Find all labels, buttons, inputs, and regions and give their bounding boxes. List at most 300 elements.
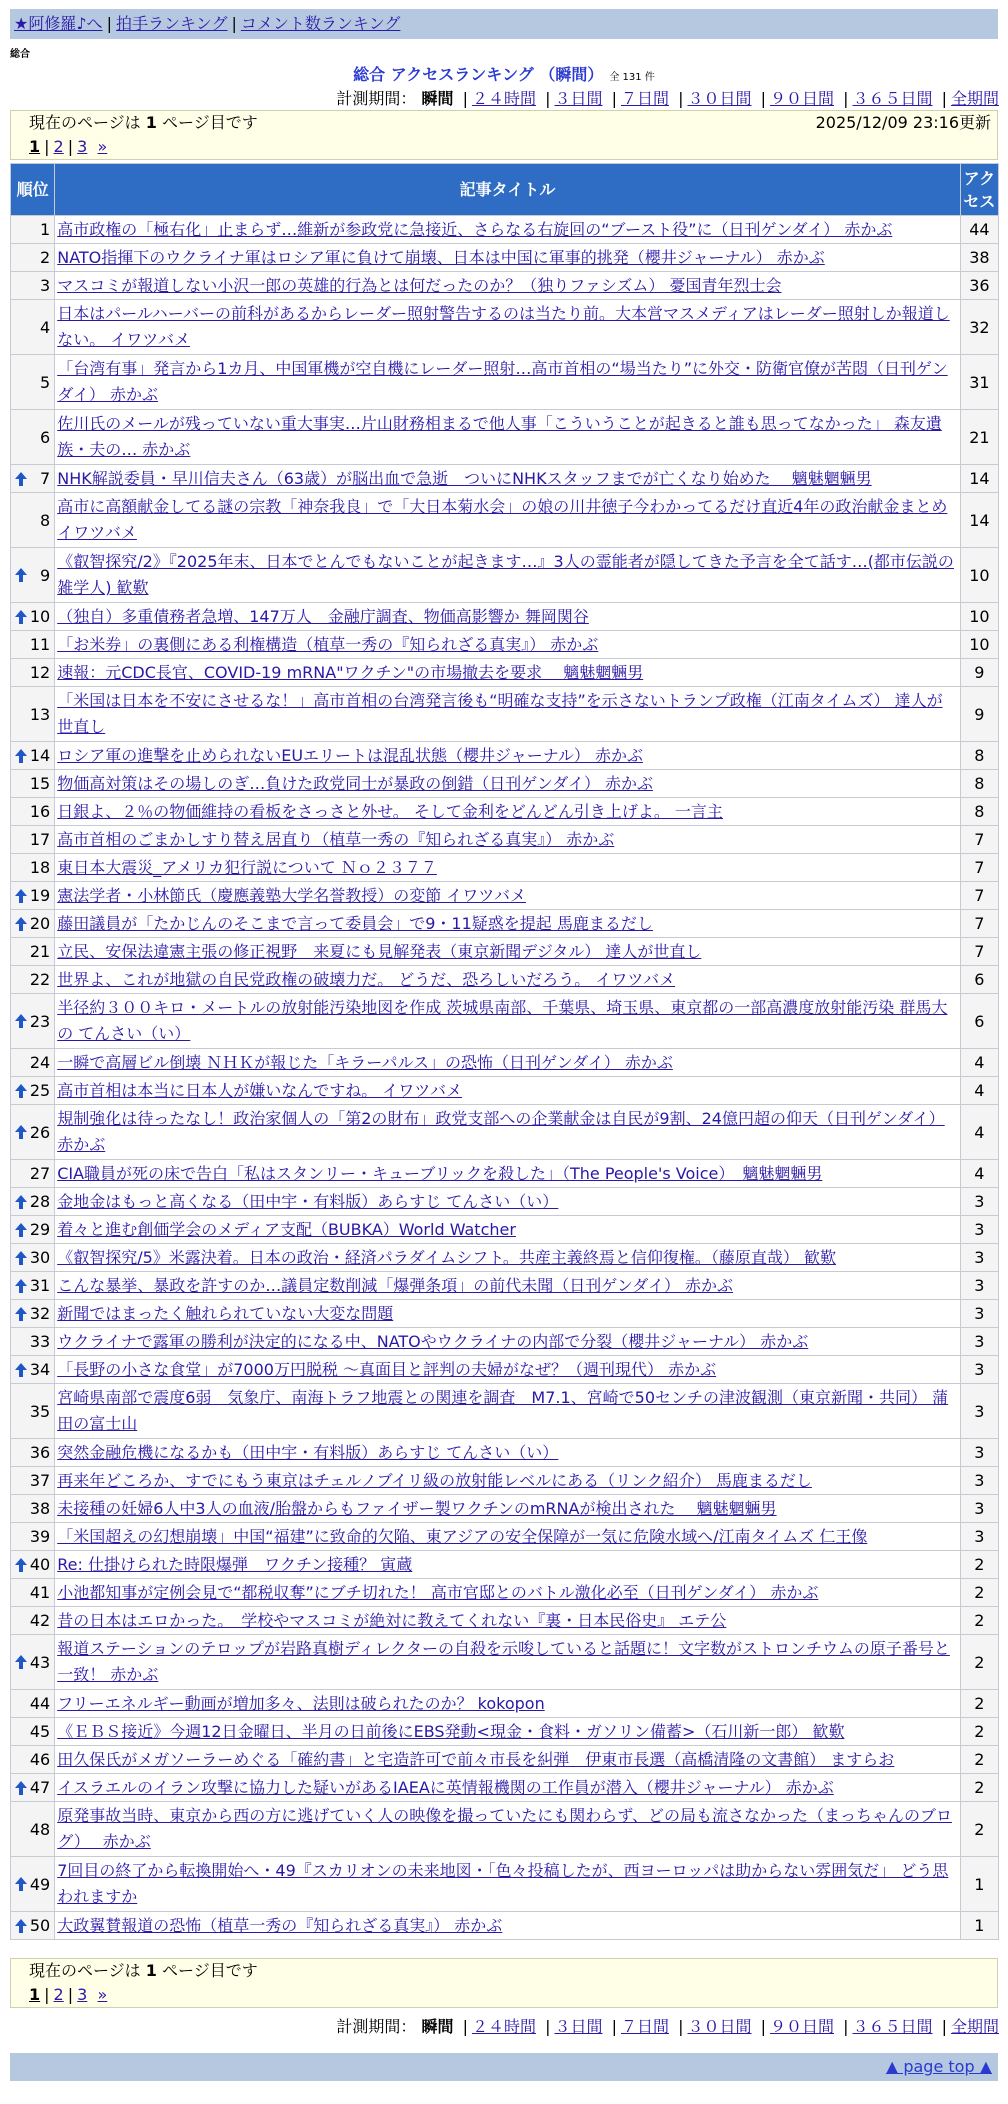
access-count: 8 bbox=[961, 770, 998, 797]
period-link-all[interactable]: 全期間 bbox=[950, 89, 999, 108]
period-link-30d[interactable]: ３０日間 bbox=[687, 2017, 752, 2036]
top-nav-bar: ★阿修羅♪へ | 拍手ランキング | コメント数ランキング bbox=[10, 9, 998, 39]
rank-number: 8 bbox=[40, 510, 51, 530]
title-cell bbox=[55, 770, 960, 797]
table-row bbox=[11, 659, 998, 686]
rank-number: 35 bbox=[29, 1401, 51, 1421]
article-title-link[interactable]: フリーエネルギー動画が増加多々、法則は破られたのか？ kokopon bbox=[57, 1693, 545, 1713]
rank-cell bbox=[11, 687, 54, 741]
rank-up-arrow-icon bbox=[15, 749, 27, 763]
rank-up-arrow-icon bbox=[15, 1251, 27, 1265]
rank-number: 50 bbox=[29, 1916, 51, 1935]
nav-link-applause-ranking[interactable]: 拍手ランキング bbox=[115, 14, 228, 33]
article-title-link[interactable]: 世界よ、これが地獄の自民党政権の破壊力だ。 どうだ、恐ろしいだろう。 イワツバメ bbox=[57, 969, 676, 989]
article-title-link[interactable]: 規制強化は待ったなし！政治家個人の「第2の財布」政党支部への企業献金は自民が9割、24億円超の仰天（日刊ゲンダイ） 赤かぶ bbox=[57, 1109, 945, 1154]
rank-up-arrow-icon bbox=[15, 889, 27, 903]
rank-cell bbox=[11, 1467, 54, 1494]
rank-number: 28 bbox=[29, 1192, 51, 1211]
title-cell bbox=[55, 687, 960, 741]
access-count: 9 bbox=[961, 687, 998, 741]
table-row bbox=[11, 938, 998, 965]
article-title-link[interactable]: 原発事故当時、東京から西の方に逃げていく人の映像を撮っていたにも関わらず、どの局も流さなかった（まっちゃんのブログ） 赤かぶ bbox=[57, 1806, 952, 1851]
rank-cell bbox=[11, 1912, 54, 1939]
article-title-link[interactable]: こんな暴挙、暴政を許すのか…議員定数削減「爆弾条項」の前代未聞（日刊ゲンダイ） 赤かぶ bbox=[57, 1275, 734, 1295]
page-status-current: 1 bbox=[145, 1961, 157, 1980]
rank-cell bbox=[11, 938, 54, 965]
access-count: 2 bbox=[961, 1607, 998, 1634]
rank-cell bbox=[11, 300, 54, 354]
access-count: 2 bbox=[961, 1774, 998, 1801]
article-title-link[interactable]: 憲法学者・小林節氏（慶應義塾大学名誉教授）の変節 イワツバメ bbox=[57, 885, 526, 905]
period-link-90d[interactable]: ９０日間 bbox=[769, 89, 834, 108]
article-title-link[interactable]: 高市に高額献金してる謎の宗教「神奈我良」で「大日本菊水会」の娘の川井徳子今わかってるだけ直近4年の政治献金まとめ イワツバメ bbox=[57, 497, 948, 542]
paging-box-top: 現在のページは 1 ページ目です 2025/12/09 23:16更新 1 | 2 | 3 » bbox=[10, 110, 998, 160]
access-count: 3 bbox=[961, 1272, 998, 1299]
rank-cell bbox=[11, 1300, 54, 1327]
access-count: 36 bbox=[961, 272, 998, 299]
table-row bbox=[11, 882, 998, 909]
article-title-link[interactable]: 日銀よ、２％の物価維持の看板をさっさと外せ。 そして金利をどんどん引き上げよ。 一言主 bbox=[57, 801, 723, 821]
period-link-all[interactable]: 全期間 bbox=[950, 2017, 999, 2036]
article-title-link[interactable]: 報道ステーションのテロップが岩路真樹ディレクターの自殺を示唆していると話題に！文字数がストロンチウムの原子番号と一致！ 赤かぶ bbox=[57, 1639, 950, 1684]
rank-number: 47 bbox=[29, 1778, 51, 1797]
rank-cell bbox=[11, 1049, 54, 1076]
rank-cell bbox=[11, 770, 54, 797]
article-title-link[interactable]: 東日本大震災_アメリカ犯行説について Ｎｏ２３７７ bbox=[57, 857, 437, 877]
table-row bbox=[11, 548, 998, 602]
article-title-link[interactable]: 昔の日本はエロかった。 学校やマスコミが絶対に教えてくれない『裏・日本民俗史』 エテ公 bbox=[57, 1610, 727, 1630]
table-row bbox=[11, 910, 998, 937]
access-count: 7 bbox=[961, 854, 998, 881]
rank-number: 42 bbox=[29, 1611, 51, 1630]
access-count: 2 bbox=[961, 1802, 998, 1856]
access-count: 6 bbox=[961, 994, 998, 1048]
rank-number: 1 bbox=[40, 220, 51, 239]
article-title-link[interactable]: 宮崎県南部で震度6弱 気象庁、南海トラフ地震との関連を調査 M7.1、宮崎で50センチの津波観測（東京新聞・共同） 蒲田の富士山 bbox=[57, 1388, 949, 1433]
period-current: 瞬間 bbox=[421, 89, 454, 108]
rank-number: 14 bbox=[29, 746, 51, 765]
article-title-link[interactable]: 「長野の小さな食堂」が7000万円脱税 ～真面目と評判の夫婦がなぜ？（週刊現代） 赤かぶ bbox=[57, 1359, 717, 1379]
page-next-link[interactable]: » bbox=[97, 137, 108, 156]
access-count: 7 bbox=[961, 938, 998, 965]
title-cell bbox=[55, 410, 960, 464]
period-link-3d[interactable]: ３日間 bbox=[554, 89, 603, 108]
access-count: 2 bbox=[961, 1718, 998, 1745]
table-row bbox=[11, 994, 998, 1048]
rank-up-arrow-icon bbox=[15, 1558, 27, 1572]
rank-cell bbox=[11, 548, 54, 602]
rank-number: 15 bbox=[29, 774, 51, 793]
table-row bbox=[11, 1635, 998, 1689]
table-row bbox=[11, 1579, 998, 1606]
access-count: 4 bbox=[961, 1160, 998, 1187]
rank-number: 32 bbox=[29, 1304, 51, 1323]
article-title-link[interactable]: 7回目の終了から転換開始へ・49『スカリオンの未来地図・「色々投稿したが、西ヨーロッパは助からない雰囲気だ」 どう思われますか bbox=[57, 1861, 949, 1906]
rank-number: 36 bbox=[29, 1443, 51, 1462]
access-count: 4 bbox=[961, 1077, 998, 1104]
title-cell bbox=[55, 1077, 960, 1104]
title-cell bbox=[55, 882, 960, 909]
table-row bbox=[11, 1802, 998, 1856]
table-row bbox=[11, 966, 998, 993]
title-cell bbox=[55, 1746, 960, 1773]
rank-up-arrow-icon bbox=[15, 917, 27, 931]
access-count: 3 bbox=[961, 1216, 998, 1243]
rank-cell bbox=[11, 1718, 54, 1745]
rank-cell bbox=[11, 994, 54, 1048]
rank-number: 27 bbox=[29, 1164, 51, 1183]
title-cell bbox=[55, 1049, 960, 1076]
table-row bbox=[11, 1523, 998, 1550]
access-count: 3 bbox=[961, 1384, 998, 1438]
rank-cell bbox=[11, 1188, 54, 1215]
period-link-30d[interactable]: ３０日間 bbox=[687, 89, 752, 108]
period-link-24h[interactable]: ２４時間 bbox=[471, 2017, 536, 2036]
period-link-7d[interactable]: ７日間 bbox=[620, 89, 669, 108]
rank-number: 19 bbox=[29, 886, 51, 905]
access-count: 2 bbox=[961, 1746, 998, 1773]
rank-number: 48 bbox=[29, 1819, 51, 1839]
rank-cell bbox=[11, 493, 54, 547]
rank-number: 7 bbox=[40, 469, 51, 488]
rank-cell bbox=[11, 355, 54, 409]
rank-cell bbox=[11, 1384, 54, 1438]
access-count: 14 bbox=[961, 493, 998, 547]
title-cell bbox=[55, 1607, 960, 1634]
article-title-link[interactable]: 田久保氏がメガソーラーめぐる「確約書」と宅造許可で前々市長を糾弾 伊東市長選（高橋清隆の文書館） ますらお bbox=[57, 1749, 895, 1769]
table-row bbox=[11, 355, 998, 409]
table-row bbox=[11, 1746, 998, 1773]
period-link-365d[interactable]: ３６５日間 bbox=[852, 89, 933, 108]
rank-up-arrow-icon bbox=[15, 1195, 27, 1209]
page-heading bbox=[0, 62, 1008, 85]
rank-up-arrow-icon bbox=[15, 1877, 27, 1891]
rank-number: 31 bbox=[29, 1276, 51, 1295]
article-title-link[interactable]: 一瞬で高層ビル倒壊 ＮＨＫが報じた「キラーパルス」の恐怖（日刊ゲンダイ） 赤かぶ bbox=[57, 1052, 673, 1072]
table-row bbox=[11, 1328, 998, 1355]
table-row bbox=[11, 300, 998, 354]
title-cell bbox=[55, 659, 960, 686]
rank-cell bbox=[11, 1244, 54, 1271]
title-cell bbox=[55, 742, 960, 769]
rank-number: 34 bbox=[29, 1360, 51, 1379]
rank-number: 45 bbox=[29, 1722, 51, 1741]
total-count: 全 131 件 bbox=[609, 72, 655, 83]
period-selector-bottom: 計測期間： 瞬間 | ２４時間 | ３日間 | ７日間 | ３０日間 | ９０日間 | ３６５日間 | 全期間 bbox=[336, 2017, 999, 2036]
access-count: 3 bbox=[961, 1188, 998, 1215]
article-title-link[interactable]: NHK解説委員・早川信夫さん（63歳）が脳出血で急逝 ついにNHKスタッフまでが亡くなり始めた 魑魅魍魎男 bbox=[57, 468, 872, 488]
access-count: 10 bbox=[961, 603, 998, 630]
page-link-3[interactable]: 3 bbox=[77, 137, 88, 156]
article-title-link[interactable]: （独自）多重債務者急増、147万人 金融庁調査、物価高影響か 舞岡関谷 bbox=[57, 606, 589, 626]
table-row bbox=[11, 1551, 998, 1578]
access-count: 8 bbox=[961, 742, 998, 769]
article-title-link[interactable]: ロシア軍の進撃を止められないEUエリートは混乱状態（櫻井ジャーナル） 赤かぶ bbox=[57, 745, 644, 765]
rank-number: 9 bbox=[40, 565, 51, 585]
rank-cell bbox=[11, 1579, 54, 1606]
access-count: 7 bbox=[961, 910, 998, 937]
title-cell bbox=[55, 1105, 960, 1159]
title-cell bbox=[55, 1467, 960, 1494]
rank-number: 16 bbox=[29, 802, 51, 821]
access-count: 6 bbox=[961, 966, 998, 993]
period-link-90d[interactable]: ９０日間 bbox=[769, 2017, 834, 2036]
rank-cell bbox=[11, 826, 54, 853]
rank-cell bbox=[11, 410, 54, 464]
access-count: 4 bbox=[961, 1105, 998, 1159]
rank-up-arrow-icon bbox=[15, 1125, 27, 1139]
article-title-link[interactable]: 日本はパールハーバーの前科があるからレーダー照射警告するのは当たり前。大本営マスメディアはレーダー照射しか報道しない。 イワツバメ bbox=[57, 304, 950, 349]
table-row bbox=[11, 1049, 998, 1076]
header-access: アクセス bbox=[961, 164, 998, 215]
rank-number: 23 bbox=[29, 1011, 51, 1031]
title-cell bbox=[55, 798, 960, 825]
article-title-link[interactable]: 高市首相は本当に日本人が嫌いなんですね。 イワツバメ bbox=[57, 1080, 462, 1100]
rank-number: 2 bbox=[40, 248, 51, 267]
rank-up-arrow-icon bbox=[15, 1307, 27, 1321]
access-count: 7 bbox=[961, 882, 998, 909]
title-cell bbox=[55, 1495, 960, 1522]
rank-number: 49 bbox=[29, 1874, 51, 1894]
rank-number: 4 bbox=[40, 317, 51, 337]
table-row bbox=[11, 687, 998, 741]
article-title-link[interactable]: ウクライナで露軍の勝利が決定的になる中、NATOやウクライナの内部で分裂（櫻井ジャーナル） 赤かぶ bbox=[57, 1331, 809, 1351]
title-cell bbox=[55, 938, 960, 965]
rank-number: 43 bbox=[29, 1652, 51, 1672]
article-title-link[interactable]: 物価高対策はその場しのぎ…負けた政党同士が暴政の倒錯（日刊ゲンダイ） 赤かぶ bbox=[57, 773, 654, 793]
article-title-link[interactable]: 高市首相のごまかしすり替え居直り（植草一秀の『知られざる真実』） 赤かぶ bbox=[57, 829, 615, 849]
article-title-link[interactable]: 大政翼賛報道の恐怖（植草一秀の『知られざる真実』） 赤かぶ bbox=[57, 1915, 503, 1935]
access-count: 10 bbox=[961, 548, 998, 602]
table-row bbox=[11, 854, 998, 881]
table-row bbox=[11, 603, 998, 630]
title-cell bbox=[55, 966, 960, 993]
rank-number: 22 bbox=[29, 970, 51, 989]
title-cell bbox=[55, 300, 960, 354]
article-title-link[interactable]: 速報：元CDC長官、COVID-19 mRNA"ワクチン"の市場撤去を要求 魑魅魍魎男 bbox=[57, 662, 644, 682]
table-row bbox=[11, 1690, 998, 1717]
rank-number: 5 bbox=[40, 372, 51, 392]
title-cell bbox=[55, 465, 960, 492]
access-count: 3 bbox=[961, 1328, 998, 1355]
title-cell bbox=[55, 272, 960, 299]
article-title-link[interactable]: 着々と進む創価学会のメディア支配（BUBKA）World Watcher bbox=[57, 1219, 516, 1239]
table-row bbox=[11, 631, 998, 658]
rank-cell bbox=[11, 216, 54, 243]
article-title-link[interactable]: NATO指揮下のウクライナ軍はロシア軍に負けて崩壊、日本は中国に軍事的挑発（櫻井ジャーナル） 赤かぶ bbox=[57, 247, 825, 267]
title-cell bbox=[55, 1216, 960, 1243]
article-title-link[interactable]: 「お米券」の裏側にある利権構造（植草一秀の『知られざる真実』） 赤かぶ bbox=[57, 634, 599, 654]
title-cell bbox=[55, 1244, 960, 1271]
table-row bbox=[11, 1857, 998, 1911]
rank-up-arrow-icon bbox=[15, 1919, 27, 1933]
table-row bbox=[11, 1495, 998, 1522]
rank-number: 25 bbox=[29, 1081, 51, 1100]
rank-cell bbox=[11, 1607, 54, 1634]
title-cell bbox=[55, 1272, 960, 1299]
access-count: 8 bbox=[961, 798, 998, 825]
rank-cell bbox=[11, 1774, 54, 1801]
ranking-table-body bbox=[11, 216, 998, 1939]
nav-link-asyura[interactable]: ★阿修羅♪へ bbox=[14, 14, 103, 33]
rank-cell bbox=[11, 1857, 54, 1911]
table-row bbox=[11, 742, 998, 769]
page-link-2[interactable]: 2 bbox=[53, 137, 64, 156]
article-title-link[interactable]: 金地金はもっと高くなる（田中宇・有料版）あらすじ てんさい（い） bbox=[57, 1191, 559, 1211]
rank-number: 38 bbox=[29, 1499, 51, 1518]
rank-cell bbox=[11, 1105, 54, 1159]
access-count: 31 bbox=[961, 355, 998, 409]
page-status-suffix: ページ目です bbox=[156, 113, 258, 132]
access-count: 1 bbox=[961, 1857, 998, 1911]
title-cell bbox=[55, 1439, 960, 1466]
access-count: 7 bbox=[961, 826, 998, 853]
access-count: 38 bbox=[961, 244, 998, 271]
article-title-link[interactable]: 佐川氏のメールが残っていない重大事実…片山財務相まるで他人事「こういうことが起きると誰も思ってなかった」 森友遺族・夫の… 赤かぶ bbox=[57, 414, 942, 459]
rank-cell bbox=[11, 798, 54, 825]
table-row bbox=[11, 1774, 998, 1801]
article-title-link[interactable]: 突然金融危機になるかも（田中宇・有料版）あらすじ てんさい（い） bbox=[57, 1442, 559, 1462]
table-row bbox=[11, 244, 998, 271]
page-next-link[interactable]: » bbox=[97, 1985, 108, 2004]
page-status-prefix: 現在のページは bbox=[29, 1961, 146, 1980]
page-top-link[interactable]: ▲ page top ▲ bbox=[885, 2057, 992, 2076]
table-row bbox=[11, 1467, 998, 1494]
period-label: 計測期間： bbox=[336, 89, 417, 108]
table-row bbox=[11, 1160, 998, 1187]
access-count: 3 bbox=[961, 1439, 998, 1466]
rank-number: 11 bbox=[29, 635, 51, 654]
nav-link-comment-ranking[interactable]: コメント数ランキング bbox=[240, 14, 401, 33]
page-status-suffix: ページ目です bbox=[156, 1961, 258, 1980]
article-title-link[interactable]: 半径約３００キロ・メートルの放射能汚染地図を作成 茨城県南部、千葉県、埼玉県、東京都の一部高濃度放射能汚染 群馬大の てんさい（い） bbox=[57, 998, 948, 1043]
rank-number: 12 bbox=[29, 663, 51, 682]
period-link-7d[interactable]: ７日間 bbox=[620, 2017, 669, 2036]
rank-number: 17 bbox=[29, 830, 51, 849]
rank-cell bbox=[11, 966, 54, 993]
access-count: 14 bbox=[961, 465, 998, 492]
bottom-bar bbox=[10, 2053, 998, 2081]
title-cell bbox=[55, 603, 960, 630]
article-title-link[interactable]: 高市政権の「極右化」止まらず…維新が参政党に急接近、さらなる右旋回の“ブースト役”に（日刊ゲンダイ） 赤かぶ bbox=[57, 219, 893, 239]
table-row bbox=[11, 272, 998, 299]
rank-number: 37 bbox=[29, 1471, 51, 1490]
rank-cell bbox=[11, 1551, 54, 1578]
rank-number: 29 bbox=[29, 1220, 51, 1239]
rank-number: 3 bbox=[40, 276, 51, 295]
rank-cell bbox=[11, 1272, 54, 1299]
access-count: 2 bbox=[961, 1551, 998, 1578]
rank-up-arrow-icon bbox=[15, 1084, 27, 1098]
article-title-link[interactable]: マスコミが報道しない小沢一郎の英雄的行為とは何だったのか？（独りファシズム） 憂国青年烈士会 bbox=[57, 275, 782, 295]
rank-cell bbox=[11, 854, 54, 881]
article-title-link[interactable]: 「台湾有事」発言から1カ月、中国軍機が空自機にレーダー照射…高市首相の“場当たり”に外交・防衛官僚が苦悶（日刊ゲンダイ） 赤かぶ bbox=[57, 359, 948, 404]
table-row bbox=[11, 1105, 998, 1159]
access-count: 3 bbox=[961, 1244, 998, 1271]
table-row bbox=[11, 1912, 998, 1939]
table-row bbox=[11, 1300, 998, 1327]
article-title-link[interactable]: 「米国は日本を不安にさせるな！」高市首相の台湾発言後も“明確な支持”を示さないトランプ政権（江南タイムズ） 達人が世直し bbox=[57, 691, 943, 736]
rank-cell bbox=[11, 1077, 54, 1104]
title-cell bbox=[55, 1160, 960, 1187]
rank-cell bbox=[11, 1328, 54, 1355]
article-title-link[interactable]: 《叡智探究/5》米露決着。日本の政治・経済パラダイムシフト。共産主義終焉と信仰復権。（藤原直哉） 歓歎 bbox=[57, 1247, 836, 1267]
page-status-current: 1 bbox=[145, 113, 157, 132]
title-cell bbox=[55, 1356, 960, 1383]
period-link-3d[interactable]: ３日間 bbox=[554, 2017, 603, 2036]
title-cell bbox=[55, 1188, 960, 1215]
rank-cell bbox=[11, 272, 54, 299]
rank-cell bbox=[11, 1690, 54, 1717]
page-link-2[interactable]: 2 bbox=[53, 1985, 64, 2004]
article-title-link[interactable]: 未接種の妊婦6人中3人の血液/胎盤からもファイザー製ワクチンのmRNAが検出された 魑魅魍魎男 bbox=[57, 1498, 777, 1518]
updated-timestamp: 2025/12/09 23:16更新 bbox=[815, 113, 991, 132]
rank-up-arrow-icon bbox=[15, 472, 27, 486]
article-title-link[interactable]: CIA職員が死の床で告白「私はスタンリー・キューブリックを殺した」（The People's Voice） 魑魅魍魎男 bbox=[57, 1163, 823, 1183]
access-count: 4 bbox=[961, 1049, 998, 1076]
page-title: 総合 アクセスランキング （瞬間） bbox=[353, 65, 604, 84]
table-row bbox=[11, 1244, 998, 1271]
rank-cell bbox=[11, 659, 54, 686]
rank-number: 33 bbox=[29, 1332, 51, 1351]
rank-up-arrow-icon bbox=[15, 568, 27, 582]
article-title-link[interactable]: 《ＥＢＳ接近》今週12日金曜日、半月の日前後にEBS発動<現金・食料・ガソリン備蓄>（石川新一郎） 歓歎 bbox=[57, 1721, 845, 1741]
rank-number: 40 bbox=[29, 1555, 51, 1574]
title-cell bbox=[55, 1718, 960, 1745]
table-row bbox=[11, 1356, 998, 1383]
article-title-link[interactable]: 小池都知事が定例会見で“都税収奪”にブチ切れた！ 高市官邸とのバトル激化必至（日刊ゲンダイ） 赤かぶ bbox=[57, 1582, 819, 1602]
table-row bbox=[11, 1216, 998, 1243]
rank-number: 6 bbox=[40, 427, 51, 447]
title-cell bbox=[55, 1774, 960, 1801]
article-title-link[interactable]: 立民、安保法違憲主張の修正視野 来夏にも見解発表（東京新聞デジタル） 達人が世直し bbox=[57, 941, 702, 961]
rank-cell bbox=[11, 1802, 54, 1856]
title-cell bbox=[55, 1802, 960, 1856]
period-label: 計測期間： bbox=[336, 2017, 417, 2036]
access-count: 3 bbox=[961, 1467, 998, 1494]
period-link-24h[interactable]: ２４時間 bbox=[471, 89, 536, 108]
rank-cell bbox=[11, 910, 54, 937]
article-title-link[interactable]: 「米国超えの幻想崩壊」中国“福建”に致命的欠陥、東アジアの安全保障が一気に危険水域へ/江南タイムズ 仁王像 bbox=[57, 1526, 868, 1546]
title-cell bbox=[55, 493, 960, 547]
rank-up-arrow-icon bbox=[15, 1223, 27, 1237]
genre-label: 総合 bbox=[10, 49, 30, 60]
page-link-3[interactable]: 3 bbox=[77, 1985, 88, 2004]
period-link-365d[interactable]: ３６５日間 bbox=[852, 2017, 933, 2036]
rank-up-arrow-icon bbox=[15, 1363, 27, 1377]
table-row bbox=[11, 1077, 998, 1104]
access-count: 32 bbox=[961, 300, 998, 354]
article-title-link[interactable]: Re: 仕掛けられた時限爆弾 ワクチン接種？ 寅蔵 bbox=[57, 1554, 413, 1574]
article-title-link[interactable]: イスラエルのイラン攻撃に協力した疑いがあるIAEAに英情報機関の工作員が潜入（櫻井ジャーナル） 赤かぶ bbox=[57, 1777, 834, 1797]
rank-cell bbox=[11, 244, 54, 271]
table-row bbox=[11, 1272, 998, 1299]
table-row bbox=[11, 465, 998, 492]
title-cell bbox=[55, 631, 960, 658]
access-count: 3 bbox=[961, 1523, 998, 1550]
title-cell bbox=[55, 1579, 960, 1606]
table-row bbox=[11, 493, 998, 547]
period-current: 瞬間 bbox=[421, 2017, 454, 2036]
title-cell bbox=[55, 1300, 960, 1327]
article-title-link[interactable]: 《叡智探究/2》『2025年末、日本でとんでもないことが起きます…』3人の霊能者が隠してきた予言を全て話す…(都市伝説の雑学人) 歓歎 bbox=[57, 552, 954, 597]
title-cell bbox=[55, 910, 960, 937]
article-title-link[interactable]: 藤田議員が「たかじんのそこまで言って委員会」で9・11疑惑を提起 馬鹿まるだし bbox=[57, 913, 653, 933]
article-title-link[interactable]: 再来年どころか、すでにもう東京はチェルノブイリ級の放射能レベルにある（リンク紹介） 馬鹿まるだし bbox=[57, 1470, 812, 1490]
title-cell bbox=[55, 994, 960, 1048]
article-title-link[interactable]: 新聞ではまったく触れられていない大変な問題 bbox=[57, 1303, 394, 1323]
table-row bbox=[11, 826, 998, 853]
